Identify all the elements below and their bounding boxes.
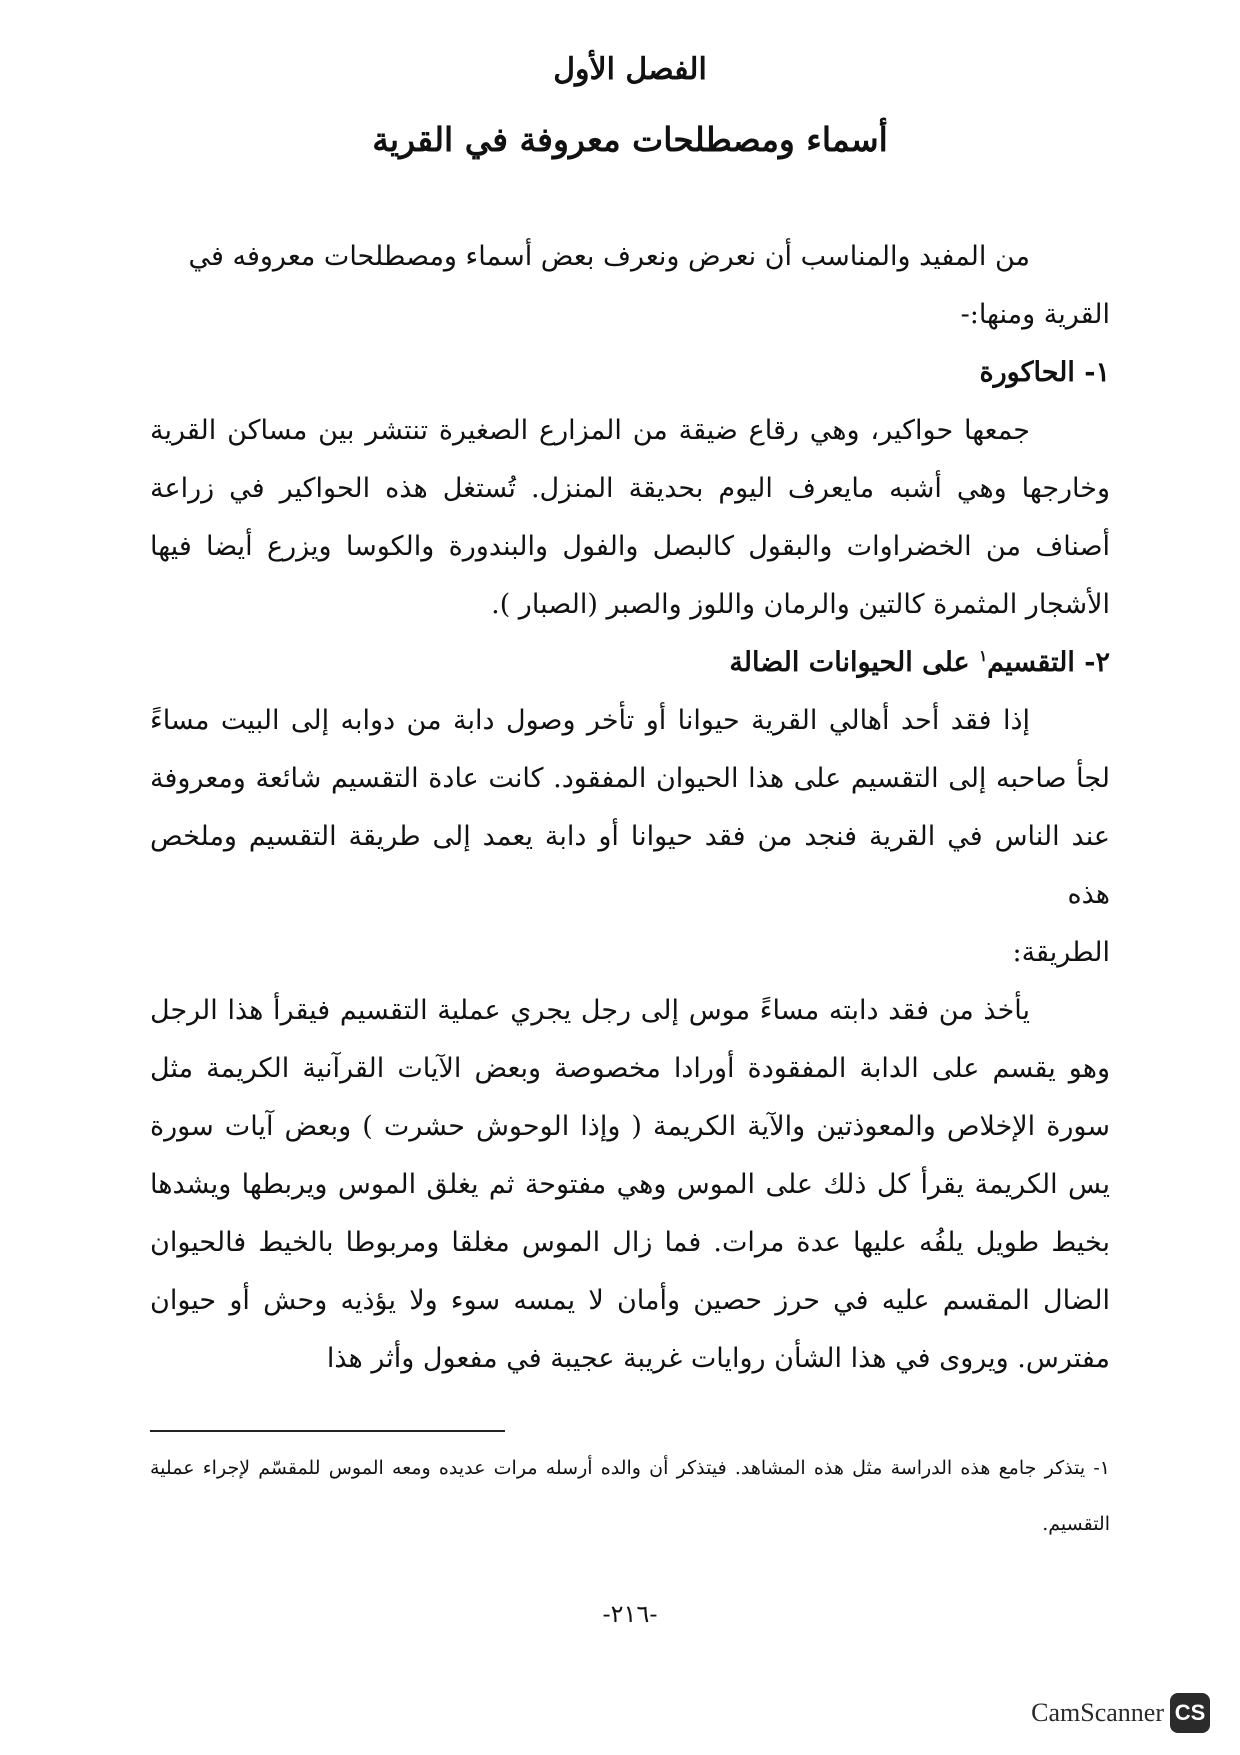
camscanner-watermark xyxy=(1031,1693,1210,1733)
section-heading-taqseem-prefix: ٢- التقسيم xyxy=(987,647,1110,678)
section-paragraph-taqseem-2: يأخذ من فقد دابته مساءً موس إلى رجل يجري عملية التقسيم فيقرأ هذا الرجل وهو يقسم على الدابة المفقودة أورادا مخصوصة وبعض الآيات القرآنية الكريمة مثل سورة الإخلاص والمعوذتين والآية الكريمة ( وإذا الوحوش حشرت ) وبعض آيات سورة يس الكريمة يقرأ كل ذلك على الموس وهي مفتوحة ثم يغلق الموس ويربطها ويشدها بخيط طويل يلفُه عليها عدة مرات. فما زال الموس مغلقا ومربوطا بالخيط فالحيوان الضال المقسم عليه في حرز حصين وأمان لا يمسه سوء ولا يؤذيه وحش أو حيوان مفترس. ويروى في هذا الشأن روايات غريبة عجيبة في مفعول وأثر هذا xyxy=(150,995,1110,1374)
body-text xyxy=(150,228,1110,1388)
footnote-reference[interactable]: ١ xyxy=(979,647,988,665)
intro-paragraph-line2: القرية ومنها:- xyxy=(960,299,1110,330)
section-heading-taqseem-suffix: على الحيوانات الضالة xyxy=(729,647,980,678)
page-number: -٢١٦- xyxy=(602,1600,658,1628)
footnote-text: ١- يتذكر جامع هذه الدراسة مثل هذه المشاهد. فيتذكر أن والده أرسله مرات عديده ومعه الموس للمقسّم لإجراء عملية التقسيم. xyxy=(150,1457,1110,1535)
section-heading-taqseem xyxy=(150,634,1110,692)
chapter-title: الفصل الأول xyxy=(553,52,707,87)
chapter-subtitle: أسماء ومصطلحات معروفة في القرية xyxy=(372,120,888,159)
section-paragraph-hakoura: جمعها حواكير، وهي رقاع ضيقة من المزارع الصغيرة تنتشر بين مساكن القرية وخارجها وهي أشبه مايعرف اليوم بحديقة المنزل. تُستغل هذه الحواكير في زراعة أصناف من الخضراوات والبقول كالبصل والفول والبندورة والكوسا ويزرع أيضا فيها الأشجار المثمرة كالتين والرمان واللوز والصبر (الصبار ). xyxy=(150,415,1110,620)
camscanner-logo-icon: CS xyxy=(1170,1693,1210,1733)
section-paragraph-taqseem-1: إذا فقد أحد أهالي القرية حيوانا أو تأخر وصول دابة من دوابه إلى البيت مساءً لجأ صاحبه إلى التقسيم على هذا الحيوان المفقود. كانت عادة التقسيم شائعة ومعروفة عند الناس في القرية فنجد من فقد حيوانا أو دابة يعمد إلى طريقة التقسيم وملخص هذه xyxy=(150,705,1110,910)
document-page xyxy=(150,0,1110,1755)
section-paragraph-taqseem-1-end: الطريقة: xyxy=(1012,937,1110,968)
footnote-divider xyxy=(150,1430,505,1432)
camscanner-label: CamScanner xyxy=(1031,1698,1164,1727)
section-heading-hakoura: ١- الحاكورة xyxy=(979,357,1110,388)
intro-paragraph-line1: من المفيد والمناسب أن نعرض ونعرف بعض أسماء ومصطلحات معروفه في xyxy=(188,241,1030,272)
